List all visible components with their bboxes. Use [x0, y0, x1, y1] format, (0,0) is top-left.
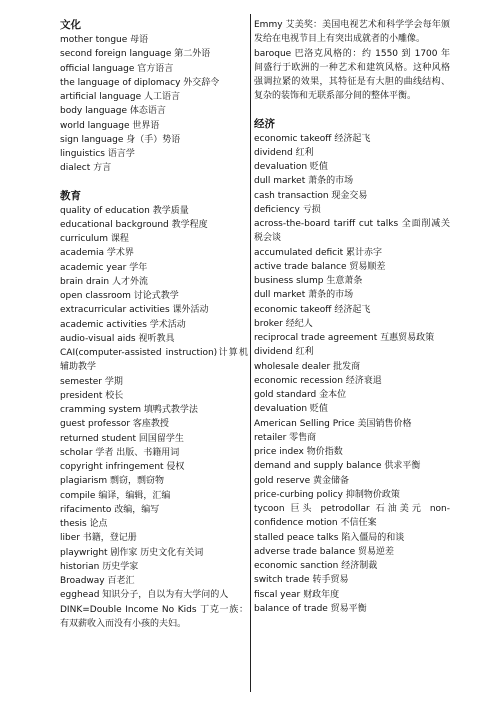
glossary-entry: CAI(computer-assisted instruction)计算机辅助教学 [60, 348, 248, 373]
glossary-entry: world language 世界语 [60, 120, 160, 131]
glossary-entry: broker 经纪人 [254, 318, 313, 329]
glossary-entry: egghead 知识分子，自以为有大学问的人 [60, 590, 229, 601]
glossary-entry: economic takeoff 经济起飞 [254, 133, 371, 144]
glossary-entry: president 校长 [60, 390, 124, 401]
glossary-entry: liber 书籍，登记册 [60, 533, 137, 544]
glossary-entry: baroque 巴洛克风格的：约 1550 到 1700 年间盛行于欧洲的一种艺术和建筑风格。这种风格强调拉紧的效果，其特征是有大胆的曲线结构、复杂的装饰和无联系部分间的整体平衡。 [254, 48, 450, 102]
glossary-entry: tycoon 巨头 petrodollar 石油美元 non-confidence motion 不信任案 [254, 504, 450, 529]
glossary-entry: thesis 论点 [60, 519, 108, 529]
glossary-entry: stalled peace talks 陷入僵局的和谈 [254, 532, 405, 543]
glossary-entry: linguistics 语言学 [60, 149, 135, 159]
glossary-entry: balance of trade 贸易平衡 [254, 603, 367, 614]
glossary-entry: devaluation 贬值 [254, 162, 328, 172]
glossary-entry: wholesale dealer 批发商 [254, 361, 361, 372]
glossary-entry: open classroom 讨论式教学 [60, 291, 179, 301]
glossary-entry: copyright infringement 侵权 [60, 462, 185, 472]
glossary-entry: dialect 方言 [60, 163, 112, 174]
glossary-entry: fiscal year 财政年度 [254, 589, 340, 600]
glossary-entry: reciprocal trade agreement 互惠贸易政策 [254, 333, 435, 343]
glossary-entry: price-curbing policy 抑制物价政策 [254, 489, 400, 500]
glossary-entry: adverse trade balance 贸易逆差 [254, 546, 395, 557]
glossary-entry: artificial language 人工语言 [60, 92, 181, 102]
glossary-entry: economic sanction 经济制裁 [254, 561, 378, 571]
glossary-entry: official language 官方语言 [60, 63, 174, 74]
glossary-entry: quality of education 教学质量 [60, 205, 189, 216]
glossary-entry: historian 历史学家 [60, 561, 139, 572]
glossary-entry: brain drain 人才外流 [60, 276, 148, 287]
glossary-entry: academic activities 学术活动 [60, 319, 186, 330]
glossary-entry: price index 物价指数 [254, 447, 343, 457]
glossary-entry: educational background 教学程度 [60, 219, 208, 230]
section-spacer [254, 104, 450, 117]
section-heading: 经济 [254, 117, 275, 130]
glossary-entry: curriculum 课程 [60, 234, 129, 244]
glossary-entry: audio-visual aids 视听教具 [60, 333, 175, 344]
section-heading: 文化 [60, 19, 81, 31]
glossary-entry: gold reserve 黄金储备 [254, 475, 349, 486]
right-column [254, 18, 450, 616]
glossary-entry: scholar 学者 出版、书籍用词 [60, 447, 180, 458]
glossary-entry: switch trade 转手贸易 [254, 575, 349, 586]
glossary-entry: plagiarism 剽窃，剽窃物 [60, 476, 164, 487]
glossary-entry: semester 学期 [60, 376, 123, 387]
glossary-entry: dividend 红利 [254, 347, 314, 358]
left-column [60, 18, 248, 631]
glossary-entry: body language 体态语言 [60, 106, 166, 117]
glossary-entry: guest professor 客座教授 [60, 419, 169, 430]
glossary-entry: devaluation 贬值 [254, 404, 328, 415]
glossary-entry: retailer 零售商 [254, 432, 317, 443]
glossary-entry: economic recession 经济衰退 [254, 375, 382, 386]
glossary-entry: business slump 生意萧条 [254, 276, 363, 286]
glossary-entry: Emmy 艾美奖：美国电视艺术和科学学会每年颁发给在电视节目上有突出成就者的小雕像。 [254, 20, 450, 45]
glossary-entry: compile 编译，编辑，汇编 [60, 490, 171, 501]
glossary-entry: Broadway 百老汇 [60, 576, 135, 586]
glossary-entry: across-the-board tariff cut talks 全面削减关税会谈 [254, 219, 450, 244]
glossary-entry: extracurricular activities 课外活动 [60, 305, 209, 316]
glossary-entry: returned student 回国留学生 [60, 433, 184, 444]
glossary-entry: deficiency 亏损 [254, 204, 321, 215]
glossary-entry: rifacimento 改编，编写 [60, 504, 160, 515]
section-heading: 教育 [60, 189, 81, 202]
glossary-entry: cash transaction 现金交易 [254, 190, 368, 201]
glossary-entry: playwright 剧作家 历史文化有关词 [60, 547, 204, 558]
glossary-entry: gold standard 金本位 [254, 390, 347, 400]
glossary-entry: mother tongue 母语 [60, 35, 149, 45]
glossary-entry: dividend 红利 [254, 147, 314, 158]
glossary-entry: second foreign language 第二外语 [60, 49, 211, 60]
column-divider [250, 14, 251, 692]
glossary-entry: DINK=Double Income No Kids 丁克一族：有双薪收入而没有小孩的夫妇。 [60, 604, 248, 629]
glossary-entry: dull market 萧条的市场 [254, 176, 354, 187]
glossary-entry: demand and supply balance 供求平衡 [254, 461, 421, 472]
glossary-entry: cramming system 填鸭式教学法 [60, 405, 198, 415]
glossary-entry: accumulated deficit 累计赤字 [254, 247, 382, 258]
section-spacer [60, 176, 248, 189]
glossary-entry: economic takeoff 经济起飞 [254, 304, 371, 315]
glossary-entry: the language of diplomacy 外交辞令 [60, 77, 220, 88]
glossary-entry: academia 学术界 [60, 248, 134, 259]
glossary-entry: American Selling Price 美国销售价格 [254, 418, 412, 429]
glossary-entry: sign language 身（手）势语 [60, 134, 181, 145]
glossary-entry: dull market 萧条的市场 [254, 290, 354, 301]
glossary-entry: academic year 学年 [60, 262, 148, 273]
glossary-entry: active trade balance 贸易顺差 [254, 261, 386, 272]
